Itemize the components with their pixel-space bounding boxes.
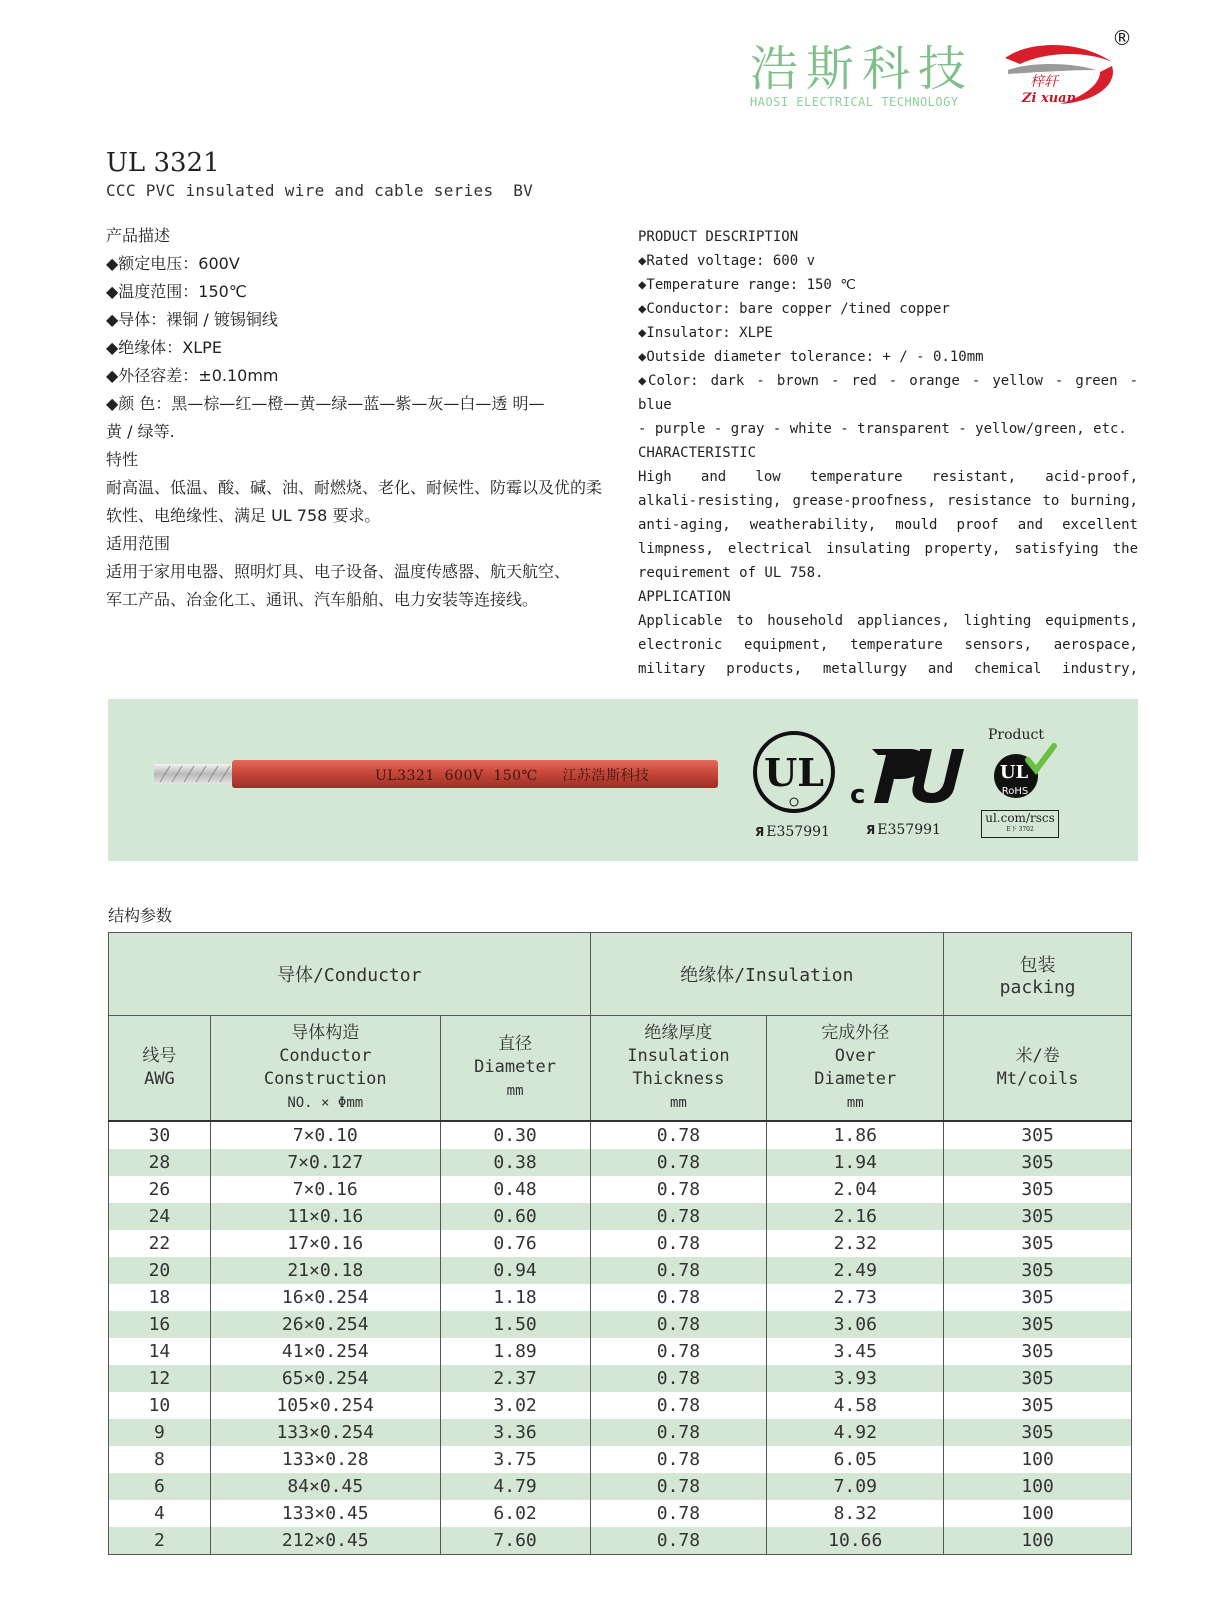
table-row	[109, 1176, 1132, 1203]
cell-construction: 26×0.254	[210, 1311, 440, 1338]
cell-thickness: 0.78	[590, 1176, 767, 1203]
cell-diameter: 0.76	[440, 1230, 590, 1257]
cell-over-diameter: 7.09	[767, 1473, 944, 1500]
cell-over-diameter: 1.94	[767, 1149, 944, 1176]
table-row	[109, 1392, 1132, 1419]
col-packing: 米/卷 Mt/coils	[944, 1016, 1132, 1122]
cell-diameter: 3.36	[440, 1419, 590, 1446]
cell-awg: 24	[109, 1203, 211, 1230]
tolerance-cn: ◆外径容差：±0.10mm	[106, 366, 279, 385]
registered-mark: ®	[1112, 26, 1132, 50]
cell-construction: 133×0.28	[210, 1446, 440, 1473]
cell-diameter: 1.18	[440, 1284, 590, 1311]
brand-name-en: HAOSI ELECTRICAL TECHNOLOGY	[750, 95, 959, 109]
table-row	[109, 1365, 1132, 1392]
char-en-4: limpness, electrical insulating property, satisfying the	[638, 541, 1138, 557]
cell-thickness: 0.78	[590, 1446, 767, 1473]
header-insulation: 绝缘体/Insulation	[590, 933, 944, 1016]
cell-over-diameter: 2.32	[767, 1230, 944, 1257]
cell-thickness: 0.78	[590, 1392, 767, 1419]
char-heading-en: CHARACTERISTIC	[638, 445, 757, 461]
table-row	[109, 1203, 1132, 1230]
logo-text-cn: 梓轩	[1030, 74, 1058, 90]
char-en-2: alkali-resisting, grease-proofness, resistance to burning,	[638, 493, 1138, 509]
cell-construction: 21×0.18	[210, 1257, 440, 1284]
cell-packing: 305	[944, 1338, 1132, 1365]
cell-awg: 18	[109, 1284, 211, 1311]
temp-en: ◆Temperature range: 150 ℃	[638, 277, 857, 293]
table-row	[109, 1527, 1132, 1555]
cell-awg: 20	[109, 1257, 211, 1284]
cell-awg: 2	[109, 1527, 211, 1555]
cell-over-diameter: 2.04	[767, 1176, 944, 1203]
cell-packing: 305	[944, 1257, 1132, 1284]
cell-diameter: 3.02	[440, 1392, 590, 1419]
cell-diameter: 2.37	[440, 1365, 590, 1392]
ul-letters: UL	[764, 750, 824, 795]
cell-construction: 133×0.45	[210, 1500, 440, 1527]
product-subtitle: CCC PVC insulated wire and cable series BV	[106, 181, 534, 200]
cell-over-diameter: 3.93	[767, 1365, 944, 1392]
char-en-3: anti-aging, weatherability, mould proof and excellent	[638, 517, 1138, 533]
cell-diameter: 7.60	[440, 1527, 590, 1555]
table-row	[109, 1338, 1132, 1365]
product-title: UL 3321	[106, 148, 220, 178]
cell-construction: 65×0.254	[210, 1365, 440, 1392]
ul-url-small: E下 3702	[1006, 826, 1034, 833]
col-thickness: 绝缘厚度 Insulation Thickness mm	[590, 1016, 767, 1122]
table-row	[109, 1230, 1132, 1257]
color-en-1: ◆Color: dark - brown - red - orange - yellow - green - blue	[638, 373, 1138, 413]
conductor-cn: ◆导体：裸铜 / 镀锡铜线	[106, 310, 278, 329]
app-heading-cn: 适用范围	[106, 534, 171, 553]
cell-packing: 100	[944, 1500, 1132, 1527]
col-over-diameter: 完成外径 Over Diameter mm	[767, 1016, 944, 1122]
product-label: Product	[988, 727, 1044, 743]
app-cn-2: 军工产品、冶金化工、通讯、汽车船舶、电力安装等连接线。	[106, 590, 539, 609]
cell-thickness: 0.78	[590, 1500, 767, 1527]
ul-file-number-2: Я E357991	[866, 822, 941, 838]
voltage-en: ◆Rated voltage: 600 v	[638, 253, 816, 269]
cell-packing: 305	[944, 1365, 1132, 1392]
cell-construction: 7×0.10	[210, 1121, 440, 1149]
cell-construction: 133×0.254	[210, 1419, 440, 1446]
wire-print-text: UL3321 600V 150℃ 江苏浩斯科技	[375, 768, 650, 784]
insulator-en: ◆Insulator: XLPE	[638, 325, 773, 341]
cell-thickness: 0.78	[590, 1311, 767, 1338]
cell-packing: 305	[944, 1419, 1132, 1446]
char-heading-cn: 特性	[106, 450, 139, 469]
cell-thickness: 0.78	[590, 1338, 767, 1365]
cell-thickness: 0.78	[590, 1284, 767, 1311]
cell-packing: 305	[944, 1392, 1132, 1419]
header-conductor: 导体/Conductor	[109, 933, 591, 1016]
table-row	[109, 1121, 1132, 1149]
cell-awg: 10	[109, 1392, 211, 1419]
insulator-cn: ◆绝缘体：XLPE	[106, 338, 222, 357]
cell-thickness: 0.78	[590, 1419, 767, 1446]
logo-text-en: Zi xuan	[1022, 91, 1077, 106]
table-row	[109, 1311, 1132, 1338]
zixuan-logo-icon	[1000, 40, 1120, 110]
table-row	[109, 1500, 1132, 1527]
cell-diameter: 0.60	[440, 1203, 590, 1230]
description-cn	[106, 222, 606, 614]
col-diameter: 直径 Diameter mm	[440, 1016, 590, 1122]
cell-over-diameter: 4.92	[767, 1419, 944, 1446]
cell-packing: 305	[944, 1230, 1132, 1257]
cell-over-diameter: 6.05	[767, 1446, 944, 1473]
cell-awg: 4	[109, 1500, 211, 1527]
cell-awg: 6	[109, 1473, 211, 1500]
ul-rohs-icon	[988, 730, 1068, 800]
cell-over-diameter: 2.73	[767, 1284, 944, 1311]
cell-construction: 7×0.16	[210, 1176, 440, 1203]
rohs-ul-letters: UL	[999, 762, 1029, 783]
description-en	[638, 225, 1138, 681]
ul-file-number-1: Я E357991	[755, 824, 830, 840]
cell-awg: 9	[109, 1419, 211, 1446]
cell-over-diameter: 2.16	[767, 1203, 944, 1230]
cell-construction: 41×0.254	[210, 1338, 440, 1365]
table-title: 结构参数	[108, 906, 173, 925]
cell-thickness: 0.78	[590, 1527, 767, 1555]
cell-packing: 100	[944, 1446, 1132, 1473]
cell-construction: 7×0.127	[210, 1149, 440, 1176]
table-row	[109, 1149, 1132, 1176]
char-en-5: requirement of UL 758.	[638, 565, 824, 581]
brand-name-cn: 浩斯科技	[750, 41, 975, 97]
cell-packing: 305	[944, 1203, 1132, 1230]
tolerance-en: ◆Outside diameter tolerance: + / - 0.10mm	[638, 349, 984, 365]
col-construction: 导体构造 Conductor Construction NO. × Φmm	[210, 1016, 440, 1122]
desc-heading-cn: 产品描述	[106, 226, 171, 245]
ul-url: ul.com/rscs	[985, 811, 1055, 825]
cell-packing: 305	[944, 1176, 1132, 1203]
cell-diameter: 4.79	[440, 1473, 590, 1500]
cell-awg: 28	[109, 1149, 211, 1176]
cell-construction: 84×0.45	[210, 1473, 440, 1500]
cell-over-diameter: 8.32	[767, 1500, 944, 1527]
cell-thickness: 0.78	[590, 1149, 767, 1176]
col-awg: 线号 AWG	[109, 1016, 211, 1122]
char-cn-2: 软性、电绝缘性、满足 UL 758 要求。	[106, 506, 381, 525]
cell-thickness: 0.78	[590, 1365, 767, 1392]
cell-thickness: 0.78	[590, 1121, 767, 1149]
table-row	[109, 1419, 1132, 1446]
cell-packing: 100	[944, 1473, 1132, 1500]
cell-over-diameter: 2.49	[767, 1257, 944, 1284]
conductor-en: ◆Conductor: bare copper /tined copper	[638, 301, 950, 317]
cell-diameter: 1.89	[440, 1338, 590, 1365]
cell-diameter: 0.94	[440, 1257, 590, 1284]
cell-packing: 305	[944, 1284, 1132, 1311]
cru-recognized-icon	[850, 745, 965, 807]
spec-table	[108, 932, 1132, 1555]
cell-construction: 17×0.16	[210, 1230, 440, 1257]
app-en-1: Applicable to household appliances, lighting equipments,	[638, 613, 1138, 629]
cell-construction: 212×0.45	[210, 1527, 440, 1555]
color-cn-1: ◆颜 色：黑—棕—红—橙—黄—绿—蓝—紫—灰—白—透 明—	[106, 394, 545, 413]
cell-thickness: 0.78	[590, 1473, 767, 1500]
desc-heading-en: PRODUCT DESCRIPTION	[638, 229, 799, 245]
cell-construction: 11×0.16	[210, 1203, 440, 1230]
app-cn-1: 适用于家用电器、照明灯具、电子设备、温度传感器、航天航空、	[106, 562, 571, 581]
table-row	[109, 1473, 1132, 1500]
canada-c-letter: c	[850, 780, 866, 807]
app-en-2: electronic equipment, temperature sensors, aerospace,	[638, 637, 1138, 653]
cell-awg: 26	[109, 1176, 211, 1203]
temp-cn: ◆温度范围：150℃	[106, 282, 247, 301]
cell-diameter: 1.50	[440, 1311, 590, 1338]
cell-over-diameter: 4.58	[767, 1392, 944, 1419]
table-row	[109, 1446, 1132, 1473]
cell-diameter: 0.38	[440, 1149, 590, 1176]
cell-diameter: 0.48	[440, 1176, 590, 1203]
color-cn-2: 黄 / 绿等.	[106, 422, 175, 441]
cell-awg: 8	[109, 1446, 211, 1473]
app-heading-en: APPLICATION	[638, 589, 731, 605]
cell-construction: 105×0.254	[210, 1392, 440, 1419]
char-en-1: High and low temperature resistant, acid-proof,	[638, 469, 1138, 485]
cell-awg: 30	[109, 1121, 211, 1149]
app-en-3: military products, metallurgy and chemical industry,	[638, 661, 1138, 677]
cell-over-diameter: 1.86	[767, 1121, 944, 1149]
cell-thickness: 0.78	[590, 1203, 767, 1230]
cell-over-diameter: 3.06	[767, 1311, 944, 1338]
cell-thickness: 0.78	[590, 1257, 767, 1284]
cell-over-diameter: 10.66	[767, 1527, 944, 1555]
cell-diameter: 0.30	[440, 1121, 590, 1149]
ul-url-box	[981, 810, 1059, 838]
cell-packing: 100	[944, 1527, 1132, 1555]
cell-diameter: 6.02	[440, 1500, 590, 1527]
table-row	[109, 1257, 1132, 1284]
cell-thickness: 0.78	[590, 1230, 767, 1257]
cell-awg: 16	[109, 1311, 211, 1338]
header-packing: 包装 packing	[944, 933, 1132, 1016]
cell-awg: 12	[109, 1365, 211, 1392]
char-cn-1: 耐高温、低温、酸、碱、油、耐燃烧、老化、耐候性、防霉以及优的柔	[106, 478, 603, 497]
table-row	[109, 1284, 1132, 1311]
ul-listed-icon	[752, 730, 836, 814]
cell-packing: 305	[944, 1149, 1132, 1176]
rohs-text: RoHS	[1001, 786, 1029, 797]
cell-construction: 16×0.254	[210, 1284, 440, 1311]
cell-over-diameter: 3.45	[767, 1338, 944, 1365]
color-en-2: - purple - gray - white - transparent - yellow/green, etc.	[638, 421, 1127, 437]
cell-awg: 22	[109, 1230, 211, 1257]
cell-packing: 305	[944, 1311, 1132, 1338]
cell-diameter: 3.75	[440, 1446, 590, 1473]
cell-awg: 14	[109, 1338, 211, 1365]
cell-packing: 305	[944, 1121, 1132, 1149]
voltage-cn: ◆额定电压：600V	[106, 254, 240, 273]
